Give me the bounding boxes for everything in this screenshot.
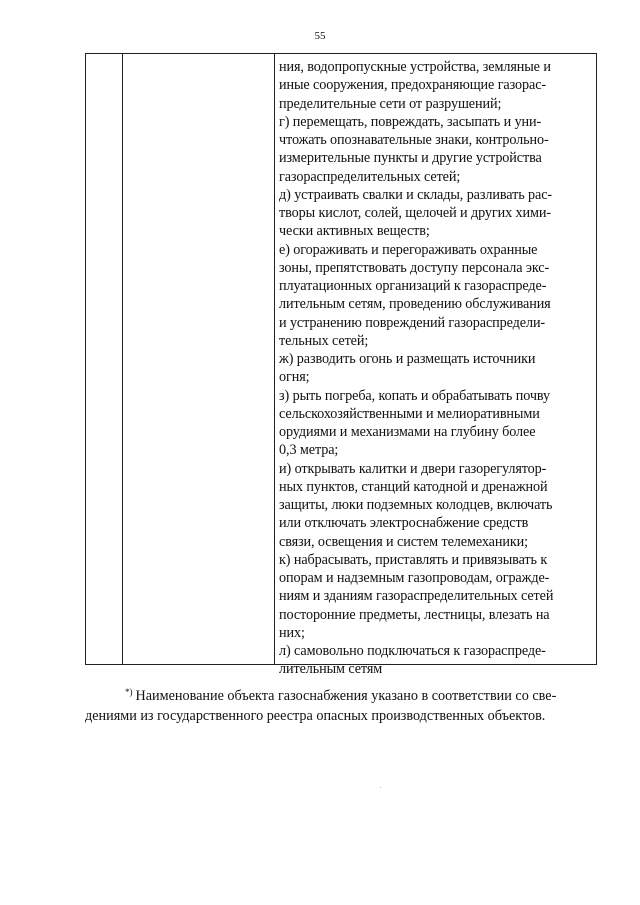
page-number: 55: [314, 30, 326, 42]
footnote-line-2: дениями из государственного реестра опасных производственных объектов.: [85, 708, 546, 724]
cell-text-line: творы кислот, солей, щелочей и других хими-: [279, 205, 552, 221]
cell-text-line: пределительные сети от разрушений;: [279, 95, 502, 112]
cell-text-line: лительным сетям: [279, 661, 383, 678]
cell-text-line: з) рыть погреба, копать и обрабатывать почву: [279, 387, 550, 404]
cell-text-line: иные сооружения, предохраняющие газорас-: [279, 77, 547, 94]
cell-text-line: связи, освещения и систем телемеханики;: [279, 533, 528, 550]
cell-text-line: л) самовольно подключаться к газораспреде-: [279, 643, 546, 659]
cell-text-line: плуатационных организаций к газораспреде-: [279, 278, 547, 294]
cell-text-line: зоны, препятствовать доступу персонала экс-: [279, 259, 550, 276]
cell-text-line: чески активных веществ;: [279, 223, 430, 240]
cell-text-line: г) перемещать, повреждать, засыпать и уни-: [279, 113, 542, 130]
cell-text-line: д) устраивать свалки и склады, разливать рас-: [279, 186, 553, 203]
document-table: [85, 53, 597, 678]
cell-text-line: ниям и зданиям газораспределительных сетей: [279, 588, 554, 605]
cell-text-line: е) огораживать и перегораживать охранные: [279, 241, 538, 258]
cell-text-line: и устранению повреждений газораспредели-: [279, 314, 546, 331]
cell-text-line: чтожать опознавательные знаки, контрольно-: [279, 132, 549, 148]
cell-text-line: сельскохозяйственными и мелиоративными: [279, 405, 540, 422]
cell-text-line: опорам и надземным газопроводам, огражде-: [279, 570, 550, 586]
cell-text-line: газораспределительных сетей;: [279, 168, 461, 185]
footnote-line-1: [85, 682, 600, 706]
cell-text-line: защиты, люки подземных колодцев, включать: [279, 497, 553, 513]
cell-text-line: орудиями и механизмами на глубину более: [279, 424, 536, 440]
cell-text-line: или отключать электроснабжение средств: [279, 515, 529, 532]
footnote: [85, 682, 600, 726]
cell-text-line: ж) разводить огонь и размещать источники: [279, 351, 536, 367]
cell-text-line: и) открывать калитки и двери газорегулятор-: [279, 460, 547, 477]
cell-text-line: них;: [279, 624, 305, 641]
footnote-marker: *): [125, 687, 133, 697]
cell-text-line: к) набрасывать, приставлять и привязывать к: [279, 551, 548, 568]
scan-dot: [380, 787, 381, 788]
cell-text-line: огня;: [279, 369, 310, 386]
table-column-divider: [122, 54, 123, 664]
footnote-text-1: Наименование объекта газоснабжения указано в соответствии со све-: [135, 688, 557, 704]
table-column-divider: [274, 54, 275, 664]
cell-text-line: ния, водопропускные устройства, земляные и: [279, 59, 551, 75]
cell-text-line: ных пунктов, станций катодной и дренажной: [279, 478, 548, 495]
cell-text-line: 0,3 метра;: [279, 442, 339, 459]
cell-text-line: лительным сетям, проведению обслуживания: [279, 296, 551, 313]
table-cell-prohibitions: [279, 58, 595, 679]
cell-text-line: посторонние предметы, лестницы, влезать на: [279, 606, 550, 623]
cell-text-line: измерительные пункты и другие устройства: [279, 150, 542, 167]
cell-text-line: тельных сетей;: [279, 332, 369, 349]
